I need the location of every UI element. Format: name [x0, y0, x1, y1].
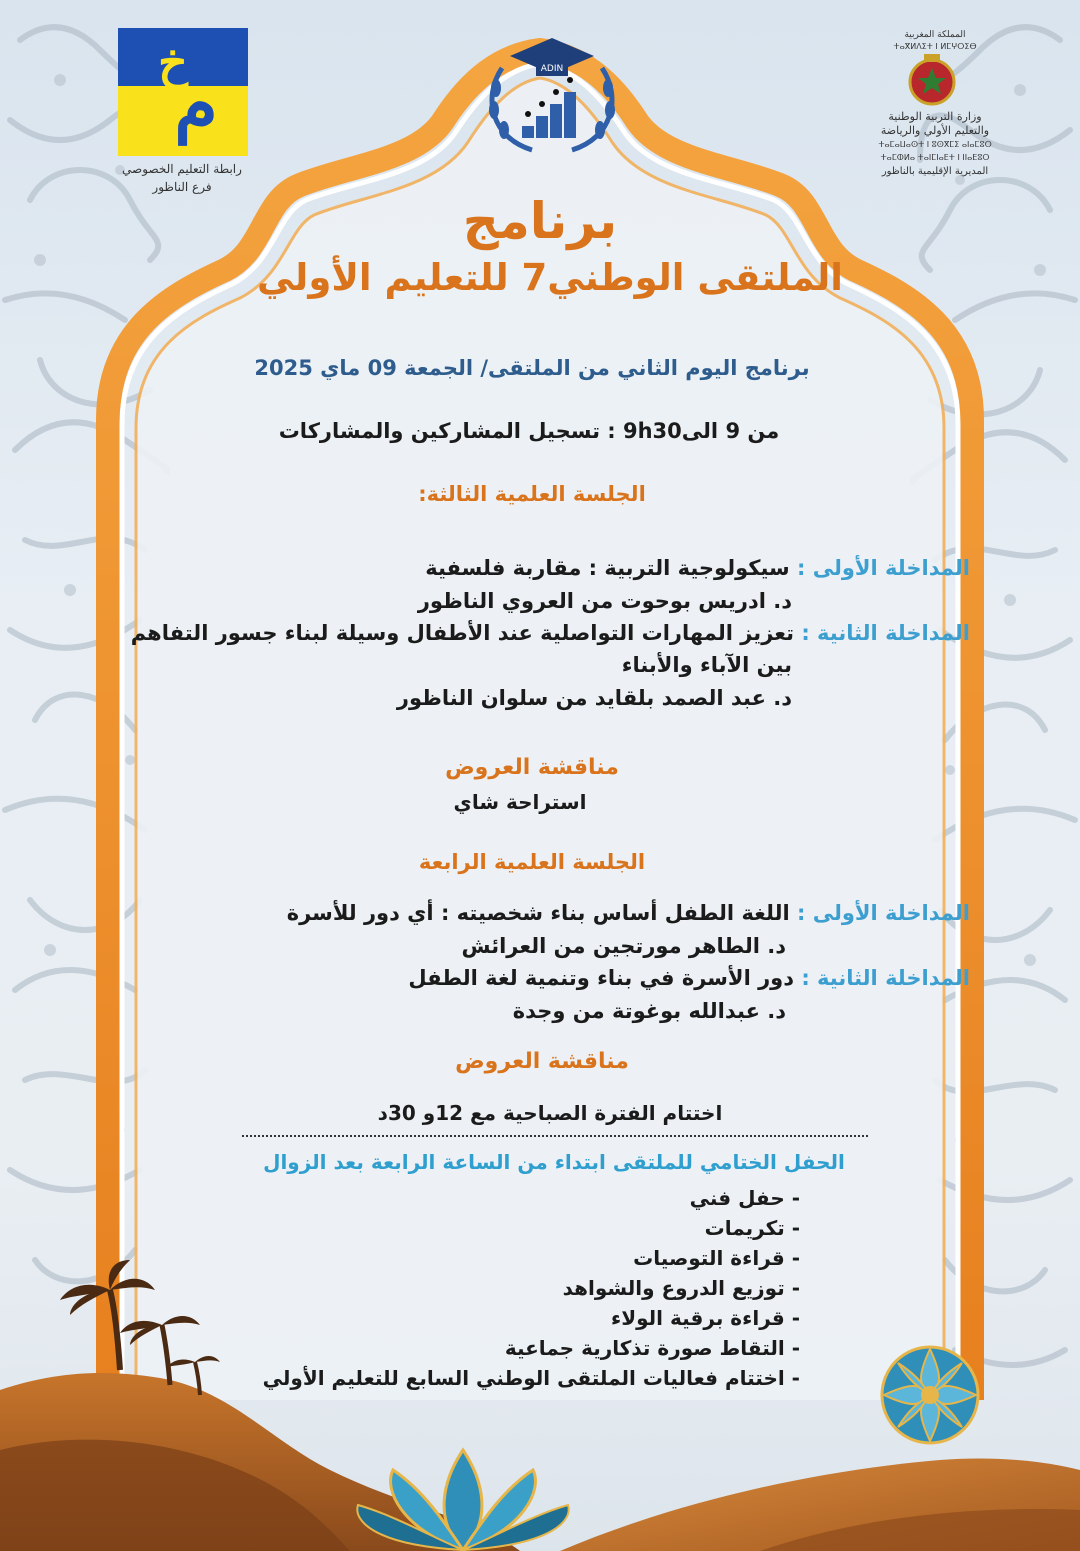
closing-item: - حفل فني — [689, 1186, 800, 1210]
session3-discussion: مناقشة العروض — [445, 755, 619, 780]
session3-item2-speaker: د. عبد الصمد بلقايد من سلوان الناظور — [396, 686, 792, 710]
ministry-line-5: ⵜⴰⵎⴰⵡⴰⵙⵜ ⵏ ⵓⵙⴳⵎⵉ ⴰⵏⴰⵎⵓⵔ — [878, 140, 992, 149]
session3-item1-speaker: د. ادريس بوحوت من العروي الناظور — [417, 589, 792, 613]
day-heading: برنامج اليوم الثاني من الملتقى/ الجمعة 09 ماي 2025 — [254, 356, 810, 380]
session3-item2-text-cont: بين الآباء والأبناء — [621, 653, 792, 677]
session4-item2-text: دور الأسرة في بناء وتنمية لغة الطفل — [408, 966, 794, 990]
svg-text:خ: خ — [158, 35, 188, 89]
session3-title: الجلسة العلمية الثالثة: — [418, 482, 646, 506]
session4-item1-label: المداخلة الأولى : — [797, 901, 970, 925]
closing-item: - تكريمات — [704, 1216, 800, 1240]
registration-line: من 9 الى9h30 : تسجيل المشاركين والمشاركات — [278, 419, 780, 443]
closing-item: - التقاط صورة تذكارية جماعية — [504, 1336, 800, 1360]
svg-text:م: م — [174, 62, 218, 145]
session4-item1-speaker: د. الطاهر مورتجين من العرائش — [461, 934, 786, 958]
session4-discussion: مناقشة العروض — [455, 1049, 629, 1074]
session4-item1-text: اللغة الطفل أساس بناء شخصيته : أي دور للأسرة — [286, 901, 790, 925]
session4-item2-speaker: د. عبدالله بوغوتة من وجدة — [512, 999, 786, 1023]
closing-ceremony-title: الحفل الختامي للملتقى ابتداء من الساعة الرابعة بعد الزوال — [263, 1150, 845, 1174]
morning-close: اختتام الفترة الصباحية مع 12و 30د — [377, 1101, 723, 1125]
session4-title: الجلسة العلمية الرابعة — [418, 850, 646, 874]
page-subtitle: الملتقى الوطني7 للتعليم الأولي — [257, 256, 843, 299]
closing-item: - توزيع الدروع والشواهد — [562, 1276, 800, 1300]
ministry-line-1: المملكة المغربية — [904, 30, 966, 40]
session3-item2-text: تعزيز المهارات التواصلية عند الأطفال وسيلة لبناء جسور التفاهم — [130, 621, 794, 645]
closing-item: - اختتام فعاليات الملتقى الوطني السابع للتعليم الأولي — [262, 1366, 800, 1390]
page-title: برنامج — [462, 192, 618, 250]
session3-item2-label: المداخلة الثانية : — [801, 621, 970, 645]
session3-item1-text: سيكولوجية التربية : مقاربة فلسفية — [425, 556, 790, 580]
session3-item1-label: المداخلة الأولى : — [797, 556, 970, 580]
academy-logo-name: ADIN — [540, 64, 564, 74]
session4-item2-label: المداخلة الثانية : — [801, 966, 970, 990]
league-caption-2: فرع الناظور — [152, 180, 212, 194]
ministry-line-6: ⵜⴰⵎⵀⵍⴰ ⵜⴰⵏⵎⵏⴰⴹⵜ ⵏ ⵏⵏⴰⴹⵓⵔ — [880, 153, 990, 162]
ministry-line-7: المديرية الإقليمية بالناظور — [881, 166, 989, 177]
ministry-line-3: وزارة التربية الوطنية — [888, 110, 982, 123]
league-caption-1: رابطة التعليم الخصوصي — [122, 162, 242, 176]
closing-item: - قراءة التوصيات — [633, 1246, 800, 1270]
ministry-line-2: ⵜⴰⴳⵍⴷⵉⵜ ⵏ ⵍⵎⵖⵔⵉⴱ — [893, 42, 977, 51]
tea-break: استراحة شاي — [453, 790, 587, 814]
ministry-line-4: والتعليم الأولي والرياضة — [880, 124, 990, 137]
closing-item: - قراءة برقية الولاء — [611, 1306, 800, 1330]
